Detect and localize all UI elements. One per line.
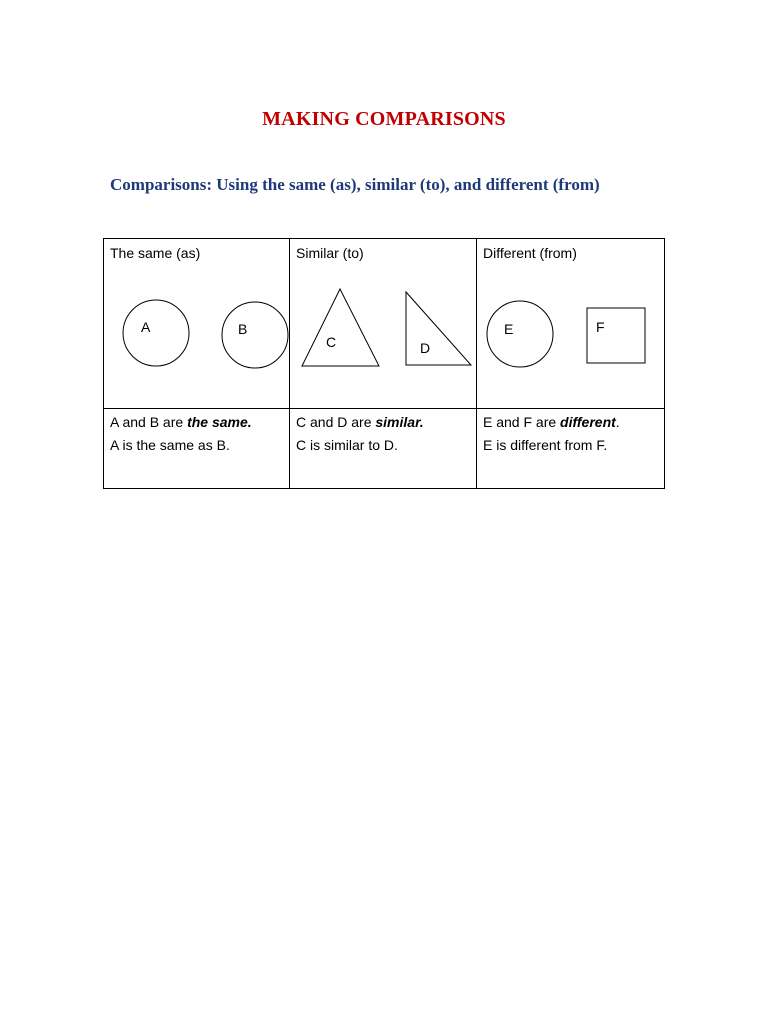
- circle-a-shape: [123, 300, 189, 366]
- emphasis-the-same: the same.: [187, 414, 252, 430]
- comparison-table: [103, 238, 665, 489]
- same-shapes-figure: [104, 239, 289, 408]
- cell-different-sentences: [477, 409, 665, 489]
- sentence-similar-1-text: C and D are: [296, 414, 376, 430]
- circle-e-shape: [487, 301, 553, 367]
- sentence-similar-2: C is similar to D.: [296, 437, 398, 453]
- cell-same-shapes: [104, 239, 290, 409]
- cell-different-shapes: [477, 239, 665, 409]
- sentence-different-2: E is different from F.: [483, 437, 608, 453]
- sentence-same-1-text: A and B are: [110, 414, 188, 430]
- header-similar: Similar (to): [296, 245, 364, 261]
- square-f-shape: [587, 308, 645, 363]
- table-row-shapes: [104, 239, 665, 409]
- sentence-different-1-text: E and F are: [483, 414, 561, 430]
- cell-similar-sentences: [290, 409, 477, 489]
- sentence-different-1-suffix: .: [615, 414, 620, 430]
- shape-label-d: D: [420, 340, 431, 356]
- emphasis-different: different: [560, 414, 616, 430]
- page-subtitle: Comparisons: Using the same (as), similar (to), and different (from): [110, 175, 600, 194]
- shape-label-f: F: [596, 319, 605, 335]
- different-shapes-figure: [477, 239, 664, 408]
- cell-same-sentences: [104, 409, 290, 489]
- cell-similar-shapes: [290, 239, 477, 409]
- similar-shapes-figure: [290, 239, 476, 408]
- sentence-same-1: [110, 411, 289, 434]
- sentence-similar-1: [296, 411, 476, 434]
- circle-b-shape: [222, 302, 288, 368]
- right-triangle-d-shape: [406, 292, 471, 365]
- shape-label-b: B: [238, 321, 248, 337]
- sentence-same-2: A is the same as B.: [110, 437, 230, 453]
- shape-label-a: A: [141, 319, 151, 335]
- sentence-different-1: [483, 411, 664, 434]
- table-row-sentences: [104, 409, 665, 489]
- header-different: Different (from): [483, 245, 577, 261]
- emphasis-similar: similar.: [375, 414, 424, 430]
- triangle-c-shape: [302, 289, 379, 366]
- shape-label-e: E: [504, 321, 514, 337]
- shape-label-c: C: [326, 334, 337, 350]
- page-title: MAKING COMPARISONS: [262, 108, 506, 130]
- header-same: The same (as): [110, 245, 201, 261]
